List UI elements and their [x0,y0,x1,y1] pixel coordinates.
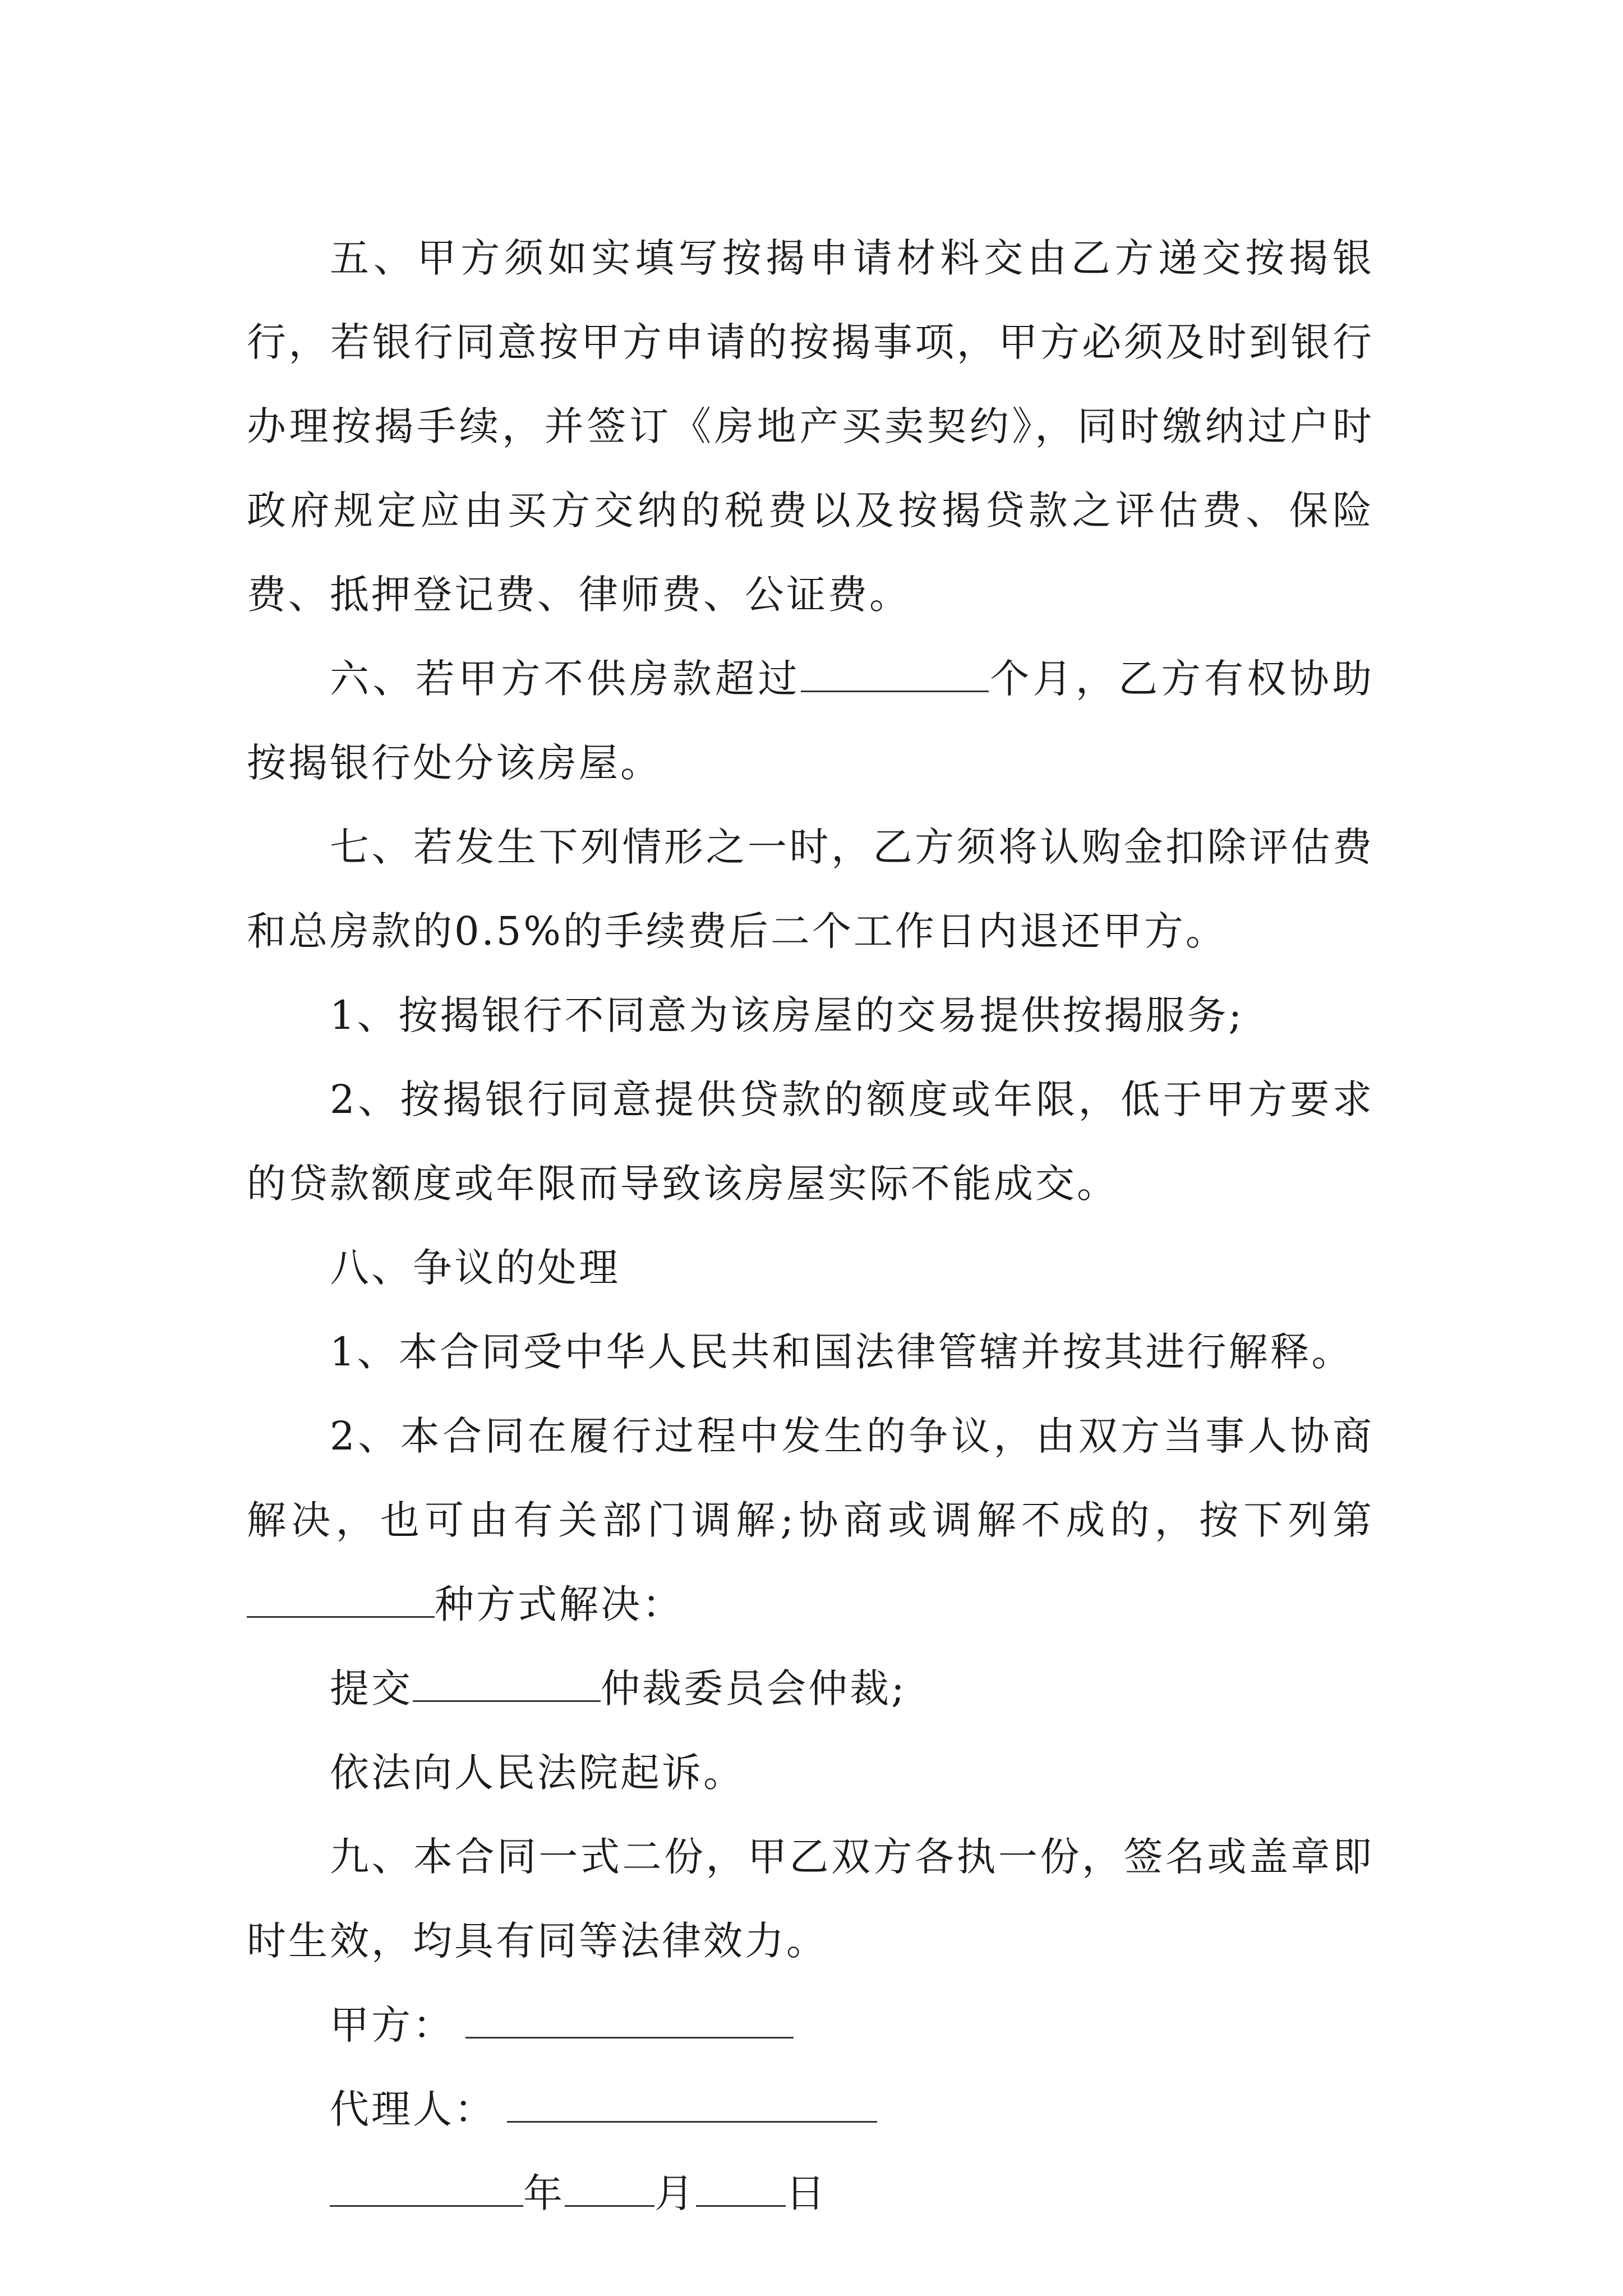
contract-body [247,216,1374,2235]
year-blank[interactable] [330,2170,523,2207]
method-blank[interactable] [247,1581,435,1618]
month-label: 月 [654,2170,696,2216]
date-line [247,2151,1374,2235]
method-text-after: 种方式解决： [435,1581,684,1627]
agent-label: 代理人： [330,2086,496,2132]
months-blank[interactable] [801,656,989,692]
clause-8-item-1: 1、本合同受中华人民共和国法律管辖并按其进行解释。 [330,1329,1353,1375]
clause-6 [247,637,1374,805]
arbitration-option [247,1646,1374,1731]
party-a-signature-line [247,1983,1374,2067]
arbitration-text-after: 仲裁委员会仲裁; [601,1665,907,1711]
clause-9: 九、本合同一式二份，甲乙双方各执一份，签名或盖章即时生效，均具有同等法律效力。 [247,1834,1374,1964]
arbitration-text-before: 提交 [330,1665,413,1711]
clause-6-text-before: 六、若甲方不供房款超过 [330,656,801,702]
clause-8-heading: 八、争议的处理 [330,1245,620,1291]
arbitration-blank[interactable] [413,1665,601,1702]
day-label: 日 [786,2170,827,2216]
party-a-label: 甲方： [330,2002,454,2048]
agent-blank[interactable] [507,2086,877,2123]
clause-8-item-2-text: 2、本合同在履行过程中发生的争议，由双方当事人协商解决，也可由有关部门调解;协商或调解不成的，按下列 [247,1413,1374,1543]
agent-signature-line [247,2067,1374,2151]
litigation-option: 依法向人民法院起诉。 [330,1750,745,1796]
month-blank[interactable] [565,2170,654,2207]
party-a-blank[interactable] [465,2002,794,2039]
clause-8-item-2 [247,1394,1374,1646]
clause-5: 五、甲方须如实填写按揭申请材料交由乙方递交按揭银行，若银行同意按甲方申请的按揭事项，甲方必须及时到银行办理按揭手续，并签订《房地产买卖契约》，同时缴纳过户时政府规定应由买方交纳的税费以及按揭贷款之评估费、保险费、抵押登记费、律师费、公证费。 [247,235,1374,618]
method-text-before: 第 [1332,1497,1374,1543]
day-blank[interactable] [696,2170,786,2207]
year-label: 年 [523,2170,565,2216]
clause-7-item-2: 2、按揭银行同意提供贷款的额度或年限，低于甲方要求的贷款额度或年限而导致该房屋实际不能成交。 [247,1076,1374,1207]
clause-7-item-1: 1、按揭银行不同意为该房屋的交易提供按揭服务; [330,992,1244,1038]
clause-6-text-after: 个月，乙方有权协助按揭银行处分该房屋。 [247,656,1375,786]
clause-7: 七、若发生下列情形之一时，乙方须将认购金扣除评估费和总房款的0.5%的手续费后二个工作日内退还甲方。 [247,824,1374,954]
